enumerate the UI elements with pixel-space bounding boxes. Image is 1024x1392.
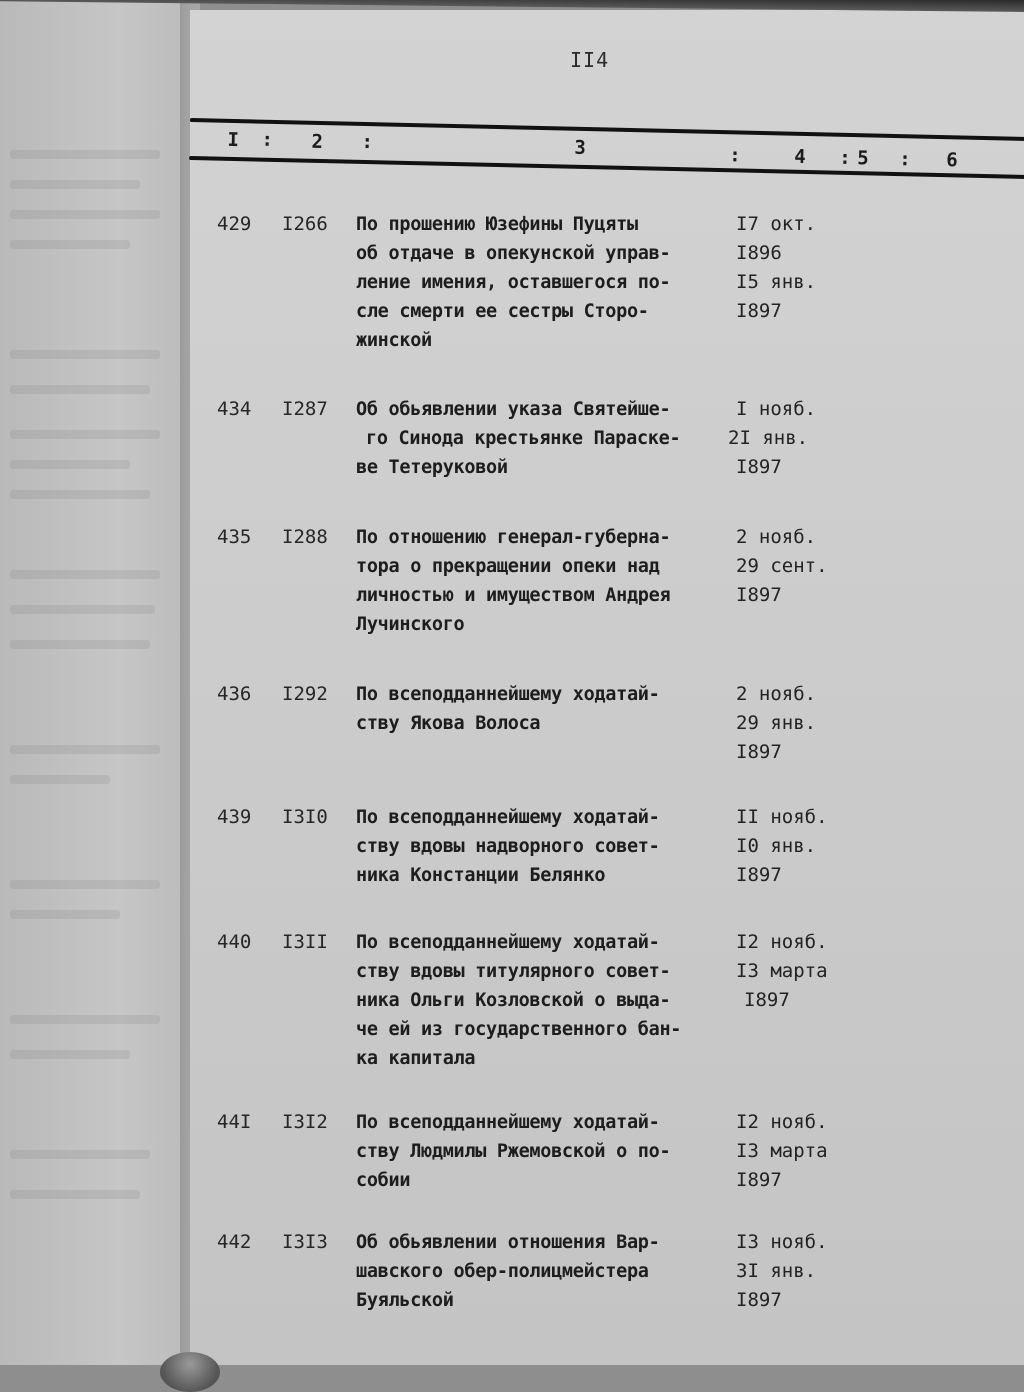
title-line: сле смерти ее сестры Сторо- [356, 301, 649, 322]
date-line: I0 янв. [736, 835, 817, 857]
title-line: жинской [356, 330, 432, 351]
date-line: II нояб. [736, 806, 828, 828]
entry-number: 440 [217, 931, 252, 953]
file-number: I3I0 [282, 806, 328, 828]
title-line: Об обьявлении отношения Вар- [356, 1232, 660, 1253]
date-line: 2I янв. [728, 427, 809, 449]
bleed-through-text [10, 910, 120, 919]
entry-title [356, 1228, 726, 1315]
entry-dates [736, 680, 846, 767]
entry-title [356, 395, 726, 482]
title-line: По всеподданнейшему ходатай- [356, 684, 660, 705]
table-header [189, 118, 1024, 197]
date-line: I7 окт. [736, 213, 817, 235]
title-line: ве Тетеруковой [356, 457, 508, 478]
bleed-through-text [10, 385, 150, 394]
column-header-2: 2 [311, 130, 324, 154]
bleed-through-text [10, 180, 140, 189]
title-line: По всеподданнейшему ходатай- [356, 807, 660, 828]
title-line: ника Констанции Белянко [356, 865, 606, 886]
column-separator: : [361, 130, 374, 154]
entry-number: 439 [217, 806, 252, 828]
title-line: ству вдовы титулярного совет- [356, 961, 671, 982]
title-line: ству Якова Волоса [356, 713, 541, 734]
entry-dates [728, 395, 846, 482]
date-line: I897 [736, 456, 782, 478]
column-header-1: I [227, 128, 240, 152]
entry-title [356, 928, 726, 1073]
facing-page [0, 0, 200, 1365]
date-line: I897 [736, 584, 782, 606]
bleed-through-text [10, 1050, 130, 1059]
date-line: 2 нояб. [736, 526, 817, 548]
date-line: I5 янв. [736, 271, 817, 293]
page-weight-object [160, 1352, 220, 1392]
entry-dates [736, 1228, 846, 1315]
bleed-through-text [10, 880, 160, 889]
bleed-through-text [10, 490, 150, 499]
title-line: ству вдовы надворного совет- [356, 836, 660, 857]
entry-dates [736, 1108, 846, 1195]
bleed-through-text [10, 1190, 140, 1199]
date-line: I нояб. [736, 398, 817, 420]
date-line: I897 [736, 1169, 782, 1191]
title-line: об отдаче в опекунской управ- [356, 243, 671, 264]
entry-number: 435 [217, 526, 252, 548]
column-separator: : [261, 128, 274, 151]
column-header-5: 5 [857, 147, 869, 170]
date-line: I3 нояб. [736, 1231, 828, 1253]
bleed-through-text [10, 210, 160, 219]
column-separator: : [839, 146, 851, 169]
entry-number: 44I [217, 1111, 252, 1133]
title-line: По отношению генерал-губерна- [356, 527, 671, 548]
entry-dates [736, 928, 846, 1015]
file-number: I3I3 [282, 1231, 328, 1253]
title-line: Буяльской [356, 1290, 454, 1311]
entry-number: 434 [217, 398, 252, 420]
entry-number: 442 [217, 1231, 252, 1253]
bleed-through-text [10, 745, 160, 754]
page-number: II4 [570, 48, 610, 72]
entry-title [356, 1108, 726, 1195]
date-line: I2 нояб. [736, 1111, 828, 1133]
date-line: 29 сент. [736, 555, 828, 577]
title-line: ника Ольги Козловской о выда- [356, 990, 671, 1011]
date-line: I897 [736, 864, 782, 886]
bleed-through-text [10, 150, 160, 159]
entry-title [356, 523, 726, 639]
entry-dates [736, 210, 846, 326]
date-line: I2 нояб. [736, 931, 828, 953]
bleed-through-text [10, 1150, 150, 1159]
title-line: По всеподданнейшему ходатай- [356, 932, 660, 953]
file-number: I3II [282, 931, 328, 953]
entry-title [356, 210, 726, 355]
title-line: ление имения, оставшегося по- [356, 272, 671, 293]
title-line: шавского обер-полицмейстера [356, 1261, 649, 1282]
title-line: Об обьявлении указа Святейше- [356, 399, 671, 420]
column-separator: : [729, 144, 741, 167]
date-line: 29 янв. [736, 712, 817, 734]
title-line: че ей из государственного бан- [356, 1019, 682, 1040]
bleed-through-text [10, 1015, 160, 1024]
file-number: I3I2 [282, 1111, 328, 1133]
column-header-3: 3 [574, 136, 587, 159]
title-line: Лучинского [356, 614, 465, 635]
title-line: По всеподданнейшему ходатай- [356, 1112, 660, 1133]
title-line: тора о прекращении опеки над [356, 556, 660, 577]
column-header-6: 6 [945, 149, 958, 172]
date-line: I896 [736, 242, 782, 264]
entry-dates [736, 803, 846, 890]
bleed-through-text [10, 605, 155, 614]
document-page [190, 10, 1024, 1365]
bleed-through-text [10, 640, 150, 649]
date-line: I3 марта [736, 1140, 828, 1162]
bleed-through-text [10, 460, 130, 469]
file-number: I288 [282, 526, 328, 548]
file-number: I266 [282, 213, 328, 235]
date-line: I897 [736, 300, 782, 322]
date-line: I897 [736, 741, 782, 763]
bleed-through-text [10, 350, 160, 359]
bleed-through-text [10, 775, 110, 784]
file-number: I292 [282, 683, 328, 705]
title-line: го Синода крестьянке Параске- [366, 428, 681, 449]
entry-title [356, 803, 726, 890]
date-line: I897 [744, 989, 790, 1011]
file-number: I287 [282, 398, 328, 420]
date-line: 3I янв. [736, 1260, 817, 1282]
title-line: ка капитала [356, 1048, 476, 1069]
entry-title [356, 680, 726, 738]
entry-dates [736, 523, 846, 610]
column-separator: : [899, 148, 911, 171]
title-line: ству Людмилы Ржемовской о по- [356, 1141, 671, 1162]
date-line: I897 [736, 1289, 782, 1311]
title-line: личностью и имуществом Андрея [356, 585, 671, 606]
date-line: 2 нояб. [736, 683, 817, 705]
entry-number: 436 [217, 683, 252, 705]
title-line: По прошению Юзефины Пуцяты [356, 214, 638, 235]
bleed-through-text [10, 430, 160, 439]
bleed-through-text [10, 240, 130, 249]
bleed-through-text [10, 570, 160, 579]
column-header-4: 4 [794, 145, 806, 168]
entry-number: 429 [217, 213, 252, 235]
title-line: собии [356, 1170, 411, 1191]
date-line: I3 марта [736, 960, 828, 982]
